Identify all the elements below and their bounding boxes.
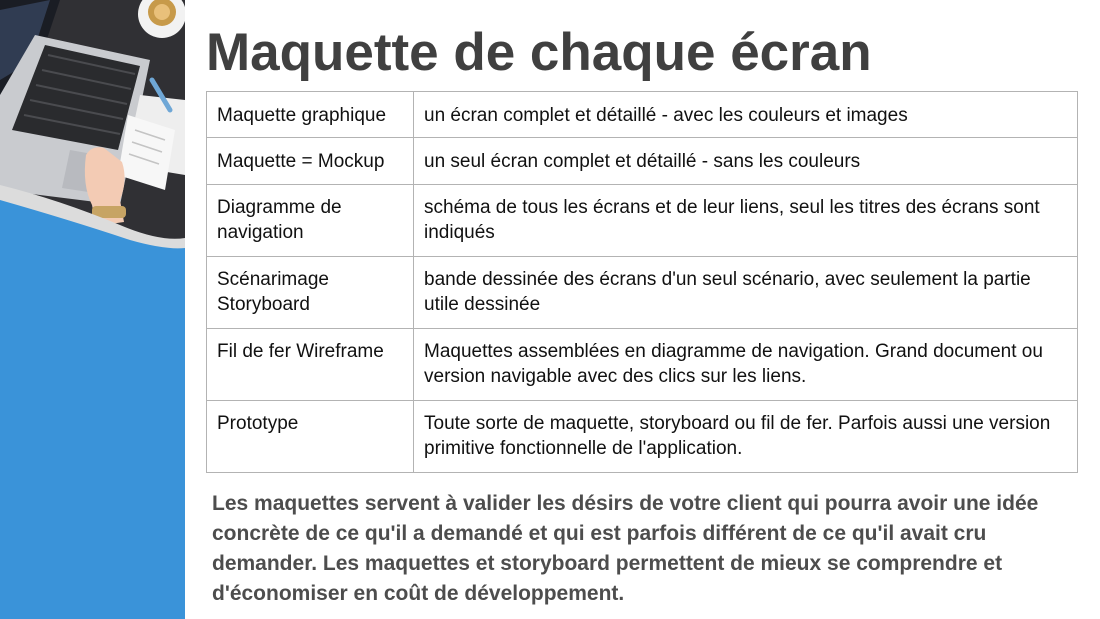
term-cell: Maquette graphique (207, 92, 414, 138)
definition-cell: un écran complet et détaillé - avec les couleurs et images (414, 92, 1078, 138)
table-row (207, 401, 1078, 473)
term-cell: Maquette = Mockup (207, 138, 414, 185)
definition-cell: Toute sorte de maquette, storyboard ou fil de fer. Parfois aussi une version primitive fonctionnelle de l'application. (414, 401, 1078, 473)
definitions-table (206, 91, 1078, 473)
table-row (207, 138, 1078, 185)
term-cell: Prototype (207, 401, 414, 473)
desk-photo (0, 0, 185, 250)
definition-cell: un seul écran complet et détaillé - sans les couleurs (414, 138, 1078, 185)
summary-paragraph: Les maquettes servent à valider les désirs de votre client qui pourra avoir une idée concrète de ce qu'il a demandé et qui est parfois différent de ce qu'il avait cru demander. Les maquettes et storyboard permettent de mieux se comprendre et d'économiser en coût de développement. (212, 492, 1039, 605)
table-row (207, 329, 1078, 401)
table-row (207, 257, 1078, 329)
table-row (207, 185, 1078, 257)
table-row (207, 92, 1078, 138)
term-cell: Diagramme de navigation (207, 185, 414, 257)
sidebar-decoration (0, 0, 185, 619)
term-cell: Scénarimage Storyboard (207, 257, 414, 329)
laptop-desk-illustration (0, 0, 185, 250)
definition-cell: schéma de tous les écrans et de leur liens, seul les titres des écrans sont indiqués (414, 185, 1078, 257)
slide-title: Maquette de chaque écran (206, 23, 872, 82)
definition-cell: bande dessinée des écrans d'un seul scénario, avec seulement la partie utile dessinée (414, 257, 1078, 329)
definition-cell: Maquettes assemblées en diagramme de navigation. Grand document ou version navigable avec des clics sur les liens. (414, 329, 1078, 401)
term-cell: Fil de fer Wireframe (207, 329, 414, 401)
